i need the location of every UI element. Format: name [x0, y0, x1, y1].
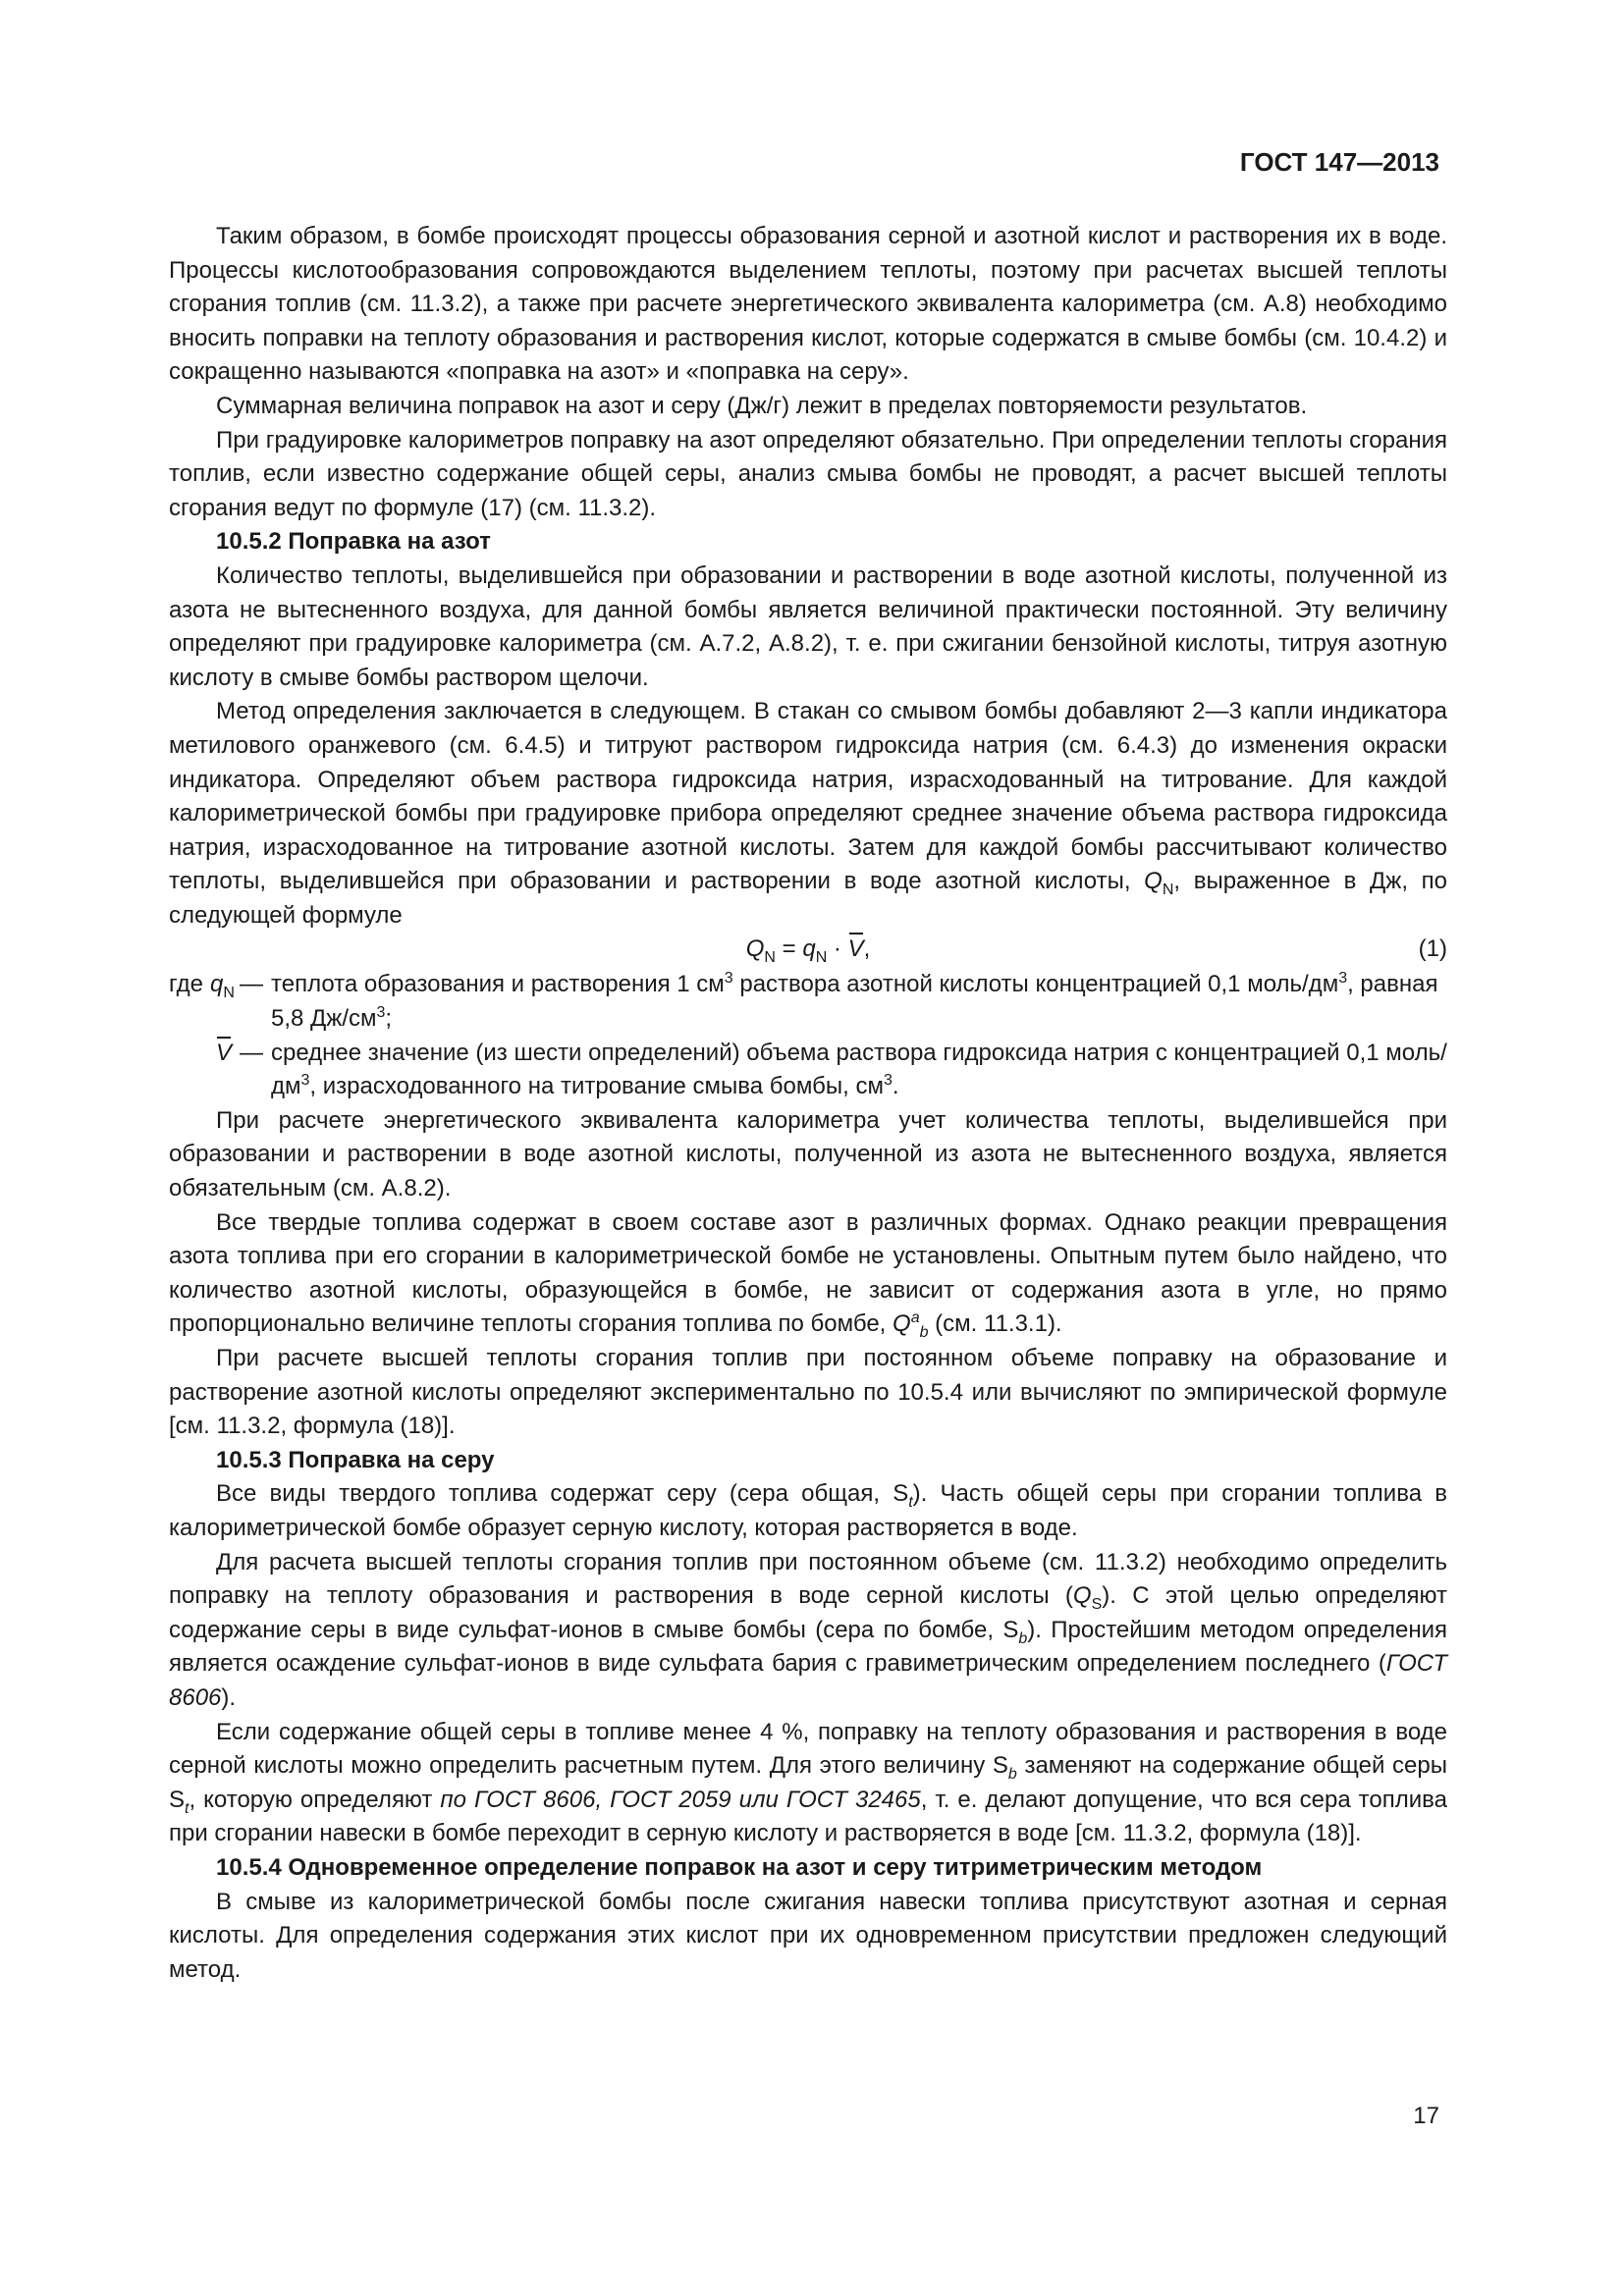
paragraph: Количество теплоты, выделившейся при образовании и растворении в воде азотной кислоты, полученной из азота не вытесненного воздуха, для данной бомбы является величиной практически постоянной. Эту величину определяют при градуировке калориметра (см. А.7.2, А.8.2), т. е. при сжигании бензойной кислоты, титруя азотную кислоту в смыве бомбы раствором щелочи.	[169, 561, 1447, 691]
paragraph: Таким образом, в бомбе происходят процессы образования серной и азотной кислот и растворения их в воде. Процессы кислотообразования сопровождаются выделением теплоты, поэтому при расчетах высшей теплоты сгорания топлив (см. 11.3.2), а также при расчете энергетического эквивалента калориметра (см. А.8) необходимо вносить поправки на теплоту образования и растворения кислот, которые содержатся в смыве бомбы (см. 10.4.2) и сокращенно называются «поправка на азот» и «поправка на серу».	[169, 223, 1447, 386]
paragraph	[169, 1546, 1447, 1716]
definitions-list	[169, 968, 1447, 1103]
section-heading-10-5-3: 10.5.3 Поправка на серу	[216, 1446, 495, 1473]
superscript: 3	[376, 1004, 386, 1022]
symbol-q: Q	[1072, 1582, 1092, 1610]
text-run: Метод определения заключается в следующем. В стакан со смывом бомбы добавляют 2—3 капли индикатора метилового оранжевого (см. 6.4.5) и титруют раствором гидроксида натрия (см. 6.4.3) до изменения окраски индикатора. Определяют объем раствора гидроксида натрия, израсходованный на титрование. Для каждой калориметрической бомбы при градуировке прибора определяют среднее значение объема раствора гидроксида натрия, израсходованное на титрование азотной кислоты. Затем для каждой бомбы рассчитывают количество теплоты, выделившейся при образовании и растворении в воде азотной кислоты,	[169, 698, 1447, 895]
text-run: , т. е. делают допущение, что вся сера топлива при сгорании навески в бомбе переходит в серную кислоту и растворяется в воде [см. 11.3.2, формула (18)].	[169, 1786, 1447, 1847]
page-number: 17	[1413, 2103, 1439, 2129]
definition-qn	[169, 968, 1447, 1036]
symbol-q: Q	[1144, 868, 1163, 895]
formula-q: q	[802, 935, 816, 963]
text-run: теплота образования и растворения 1 см	[271, 971, 725, 998]
text-run: ). Простейшим методом определения является осаждение сульфат-ионов в виде сульфата бария с гравиметрическим определением последнего (	[169, 1616, 1447, 1678]
superscript: 3	[1338, 970, 1348, 988]
reference-gost: по ГОСТ 8606, ГОСТ 2059 или ГОСТ 32465	[440, 1786, 921, 1813]
subscript: S	[1091, 1595, 1103, 1613]
text-run: Все виды твердого топлива содержат серу (сера общая, S	[216, 1480, 909, 1508]
subscript: b	[1007, 1765, 1017, 1783]
text-run: .	[892, 1073, 899, 1100]
text-run: , равная 5,8 Дж/см	[271, 971, 1438, 1033]
subscript: N	[764, 949, 776, 967]
text-run: Если содержание общей серы в топливе менее 4 %, поправку на теплоту образования и растворения в воде серной кислоты можно определить расчетным путем. Для этого величину S	[169, 1718, 1447, 1780]
subscript: t	[908, 1494, 913, 1512]
text-run: заменяют на содержание общей серы S	[169, 1752, 1447, 1813]
document-id: ГОСТ 147—2013	[1239, 147, 1439, 177]
text-run: ). С этой целью определяют содержание серы в виде сульфат-ионов в смыве бомбы (сера по бомбе, S	[169, 1582, 1447, 1643]
superscript: a	[910, 1309, 920, 1327]
definition-symbol	[210, 1037, 240, 1071]
superscript: 3	[724, 970, 733, 988]
subscript: N	[1162, 881, 1174, 899]
definition-v	[169, 1037, 1447, 1104]
where-label: где	[169, 971, 204, 998]
definition-symbol	[210, 968, 240, 1002]
subscript: t	[185, 1799, 189, 1817]
page-body	[169, 220, 1447, 1987]
paragraph	[169, 1716, 1447, 1851]
formula-end: ,	[863, 935, 871, 963]
text-run: ). Часть общей серы при сгорании топлива в калориметрической бомбе образует серную кислоту, которая растворяется в воде.	[169, 1480, 1447, 1541]
paragraph: При расчете энергетического эквивалента калориметра учет количества теплоты, выделившейся при образовании и растворении в воде азотной кислоты, полученной из азота не вытесненного воздуха, является обязательным (см. А.8.2).	[169, 1106, 1447, 1202]
text-run: ).	[221, 1683, 237, 1711]
formula-v-bar: V	[848, 933, 864, 967]
definition-dash: —	[240, 971, 263, 998]
text-run: раствора азотной кислоты концентрацией 0,1 моль/дм	[732, 971, 1339, 998]
definition-dash: —	[240, 1039, 263, 1066]
text-run: Для расчета высшей теплоты сгорания топлив при постоянном объеме (см. 11.3.2) необходимо определить поправку на теплоту образования и растворения в воде серной кислоты (	[169, 1548, 1447, 1610]
formula-dot: ·	[827, 935, 848, 963]
superscript: 3	[883, 1072, 893, 1090]
text-run: (см. 11.3.1).	[928, 1310, 1062, 1338]
formula-number: (1)	[1418, 935, 1447, 963]
reference-gost: ГОСТ 8606	[169, 1650, 1447, 1711]
definition-text	[271, 1037, 1447, 1104]
subscript: b	[919, 1324, 929, 1342]
section-heading-10-5-2: 10.5.2 Поправка на азот	[216, 528, 491, 556]
paragraph	[169, 695, 1447, 933]
formula-eq: =	[775, 935, 803, 963]
paragraph: Суммарная величина поправок на азот и серу (Дж/г) лежит в пределах повторяемости результатов.	[216, 392, 1308, 419]
definition-text	[271, 968, 1447, 1036]
paragraph	[169, 1477, 1447, 1545]
text-run: , израсходованного на титрование смыва бомбы, см	[309, 1073, 884, 1100]
text-run: ;	[385, 1005, 393, 1033]
formula-1	[169, 933, 1447, 968]
symbol-v-bar: V	[216, 1037, 232, 1071]
symbol-q-small: q	[210, 971, 224, 998]
paragraph	[169, 1206, 1447, 1342]
text-run: , которую определяют	[189, 1786, 441, 1813]
text-run: , выраженное в Дж, по следующей формуле	[169, 868, 1448, 929]
formula-lhs: Q	[745, 935, 765, 963]
superscript: 3	[300, 1072, 310, 1090]
paragraph: При расчете высшей теплоты сгорания топлив при постоянном объеме поправку на образование и растворение азотной кислоты определяют экспериментально по 10.5.4 или вычисляют по эмпирической формуле [см. 11.3.2, формула (18)].	[169, 1345, 1447, 1440]
text-run: среднее значение (из шести определений) объема раствора гидроксида натрия с концентрацией 0,1 моль/дм	[271, 1039, 1447, 1100]
symbol-q: Q	[893, 1310, 911, 1338]
subscript: N	[223, 985, 235, 1002]
paragraph: В смыве из калориметрической бомбы после сжигания навески топлива присутствуют азотная и серная кислоты. Для определения содержания этих кислот при их одновременном присутствии предложен следующий метод.	[169, 1888, 1447, 1983]
subscript: b	[1018, 1629, 1028, 1647]
paragraph: При градуировке калориметров поправку на азот определяют обязательно. При определении теплоты сгорания топлив, если известно содержание общей серы, анализ смыва бомбы не проводят, а расчет высшей теплоты сгорания ведут по формуле (17) (см. 11.3.2).	[169, 426, 1447, 521]
text-run: Все твердые топлива содержат в своем составе азот в различных формах. Однако реакции превращения азота топлива при его сгорании в калориметрической бомбе не установлены. Опытным путем было найдено, что количество азотной кислоты, образующейся в бомбе, не зависит от содержания азота в угле, но прямо пропорционально величине теплоты сгорания топлива по бомбе,	[169, 1208, 1447, 1338]
subscript: N	[815, 949, 828, 967]
section-heading-10-5-4: 10.5.4 Одновременное определение поправок на азот и серу титриметрическим методом	[216, 1853, 1263, 1881]
